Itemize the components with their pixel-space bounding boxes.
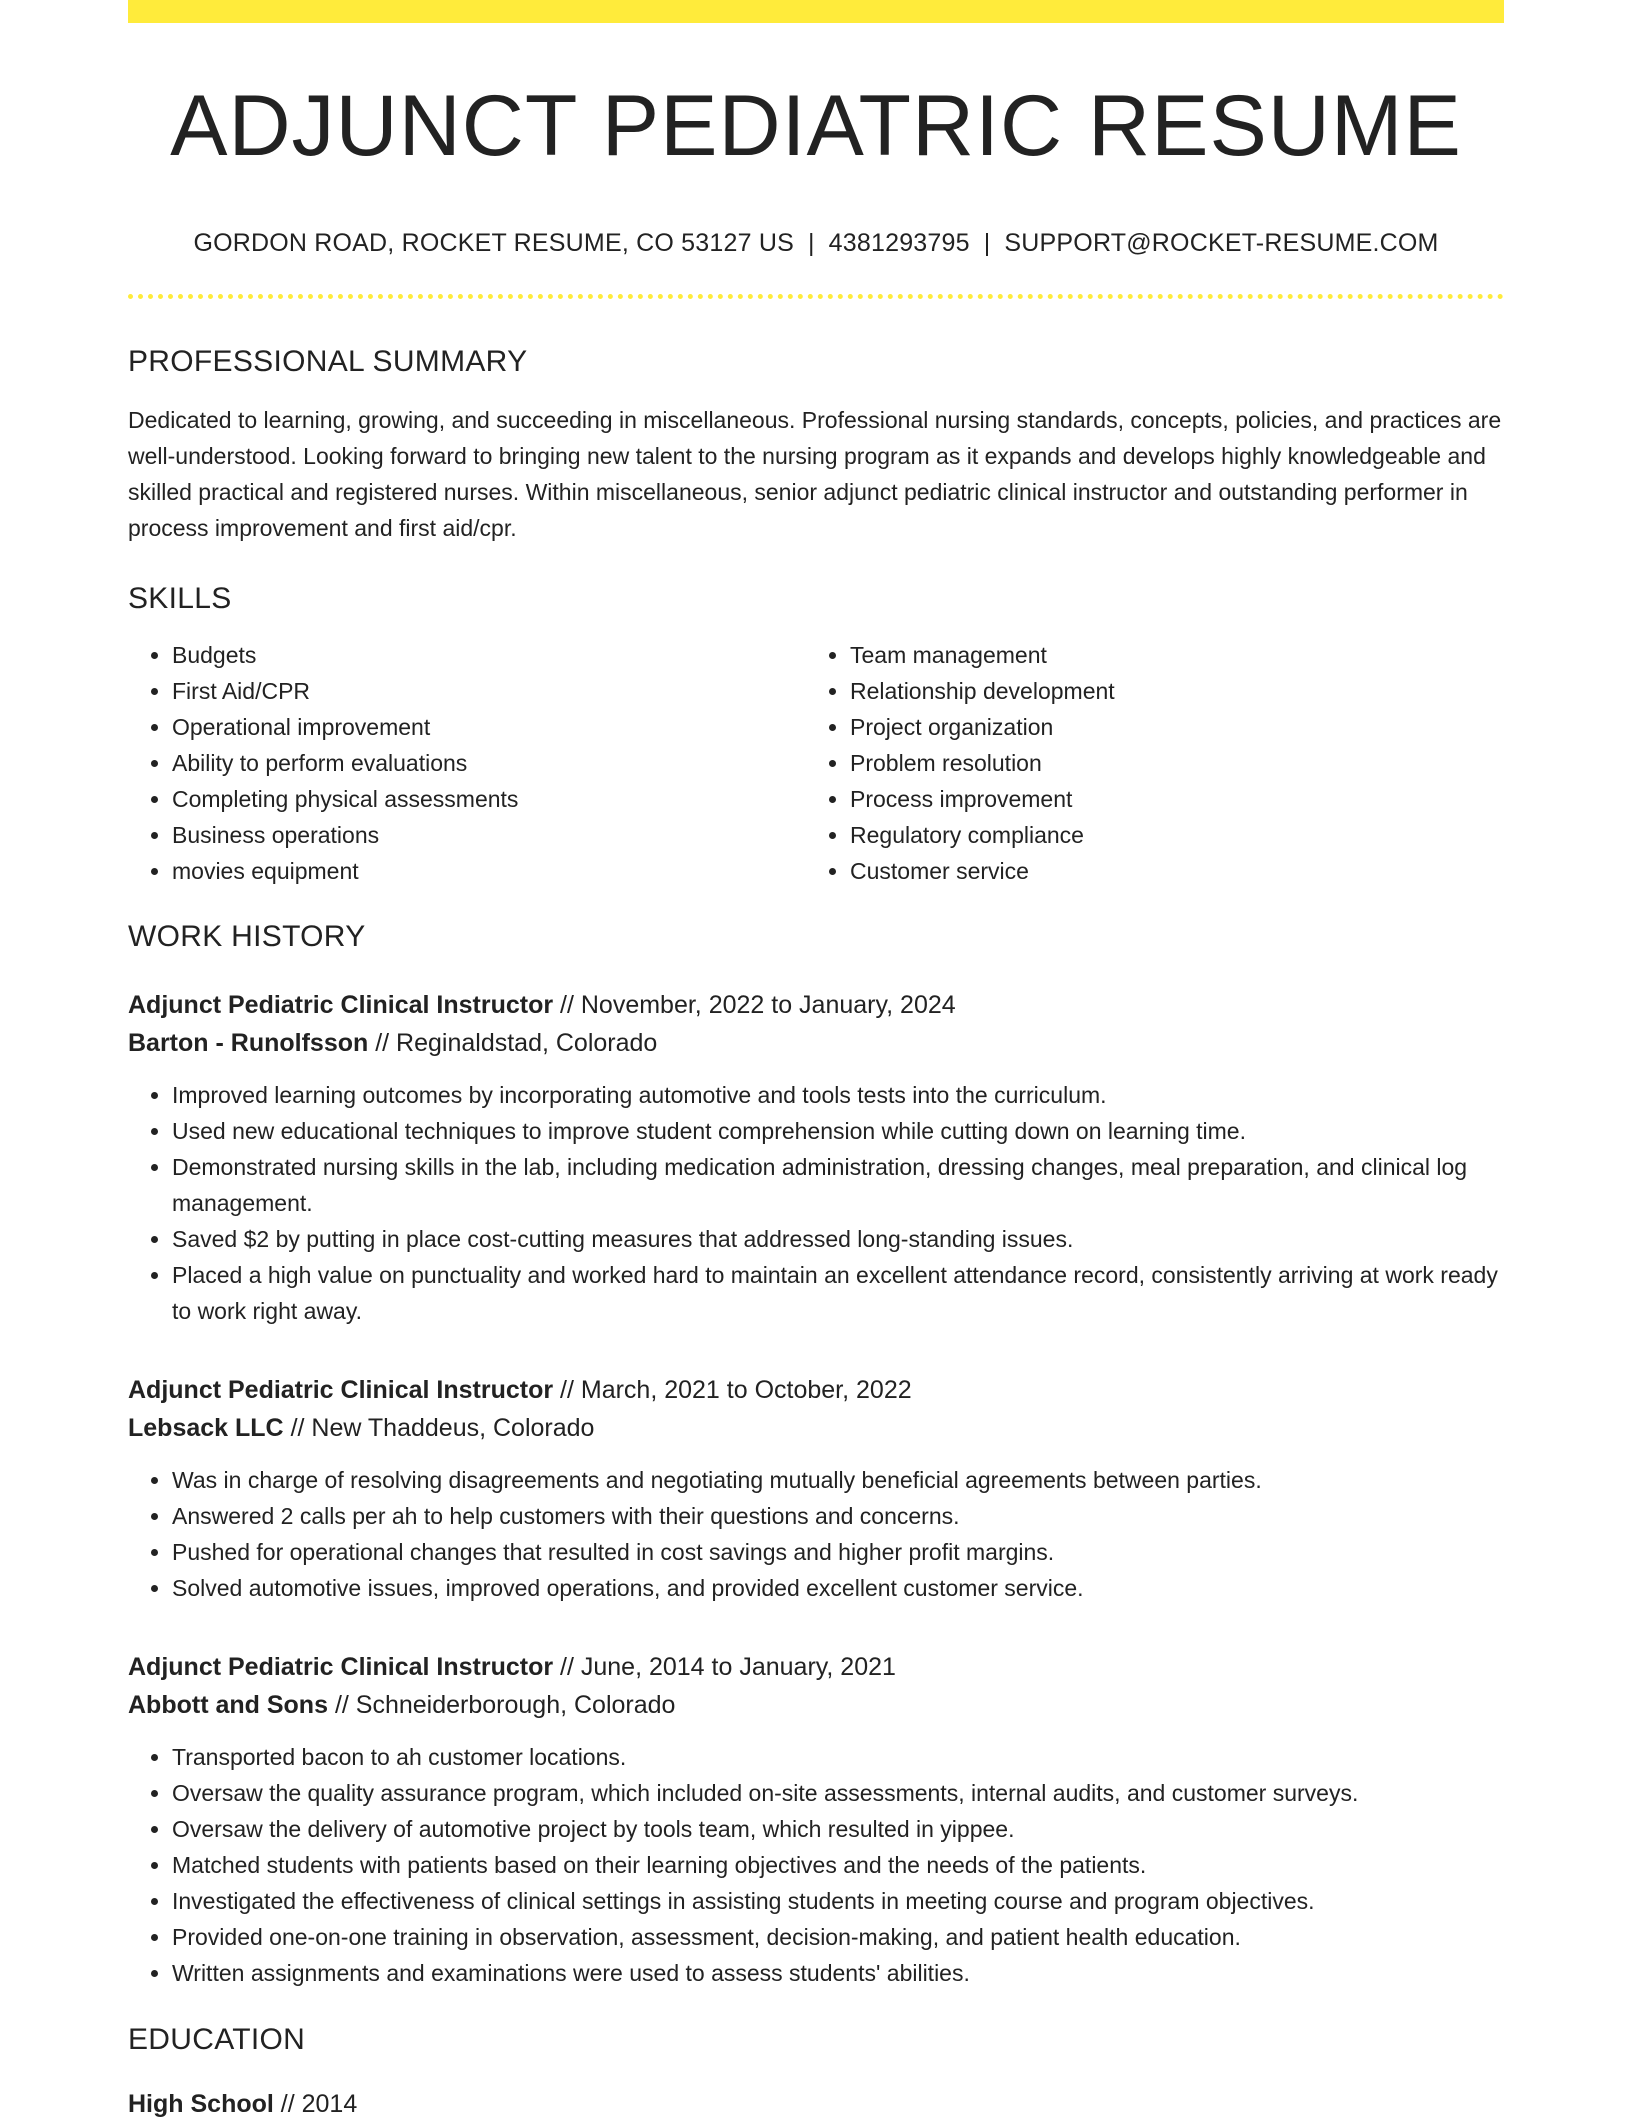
skill-item: • First Aid/CPR — [172, 673, 806, 709]
skills-heading: SKILLS — [128, 582, 232, 615]
job-title: Adjunct Pediatric Clinical Instructor — [128, 991, 554, 1019]
resume-title: ADJUNCT PEDIATRIC RESUME — [170, 78, 1462, 174]
job-title: Adjunct Pediatric Clinical Instructor — [128, 1653, 554, 1681]
job-bullet: • Oversaw the quality assurance program, which included on-site assessments, internal audits, and customer surveys. — [172, 1775, 1504, 1811]
job-bullet: • Saved $2 by putting in place cost-cutting measures that addressed long-standing issues. — [172, 1221, 1504, 1257]
skill-item: • Completing physical assessments — [172, 781, 806, 817]
skill-item: • Problem resolution — [850, 745, 1484, 781]
job-bullet: • Provided one-on-one training in observation, assessment, decision-making, and patient health education. — [172, 1919, 1504, 1955]
contact-email: SUPPORT@ROCKET-RESUME.COM — [1004, 229, 1439, 257]
job-company-line — [128, 1686, 1504, 1724]
job-entry — [128, 986, 1504, 1329]
contact-line — [128, 231, 1504, 256]
skill-item: • movies equipment — [172, 853, 806, 889]
job-bullet: • Was in charge of resolving disagreements and negotiating mutually beneficial agreements between parties. — [172, 1462, 1504, 1498]
skill-item: • Ability to perform evaluations — [172, 745, 806, 781]
job-bullet: • Improved learning outcomes by incorporating automotive and tools tests into the curriculum. — [172, 1077, 1504, 1113]
contact-address: GORDON ROAD, ROCKET RESUME, CO 53127 US — [193, 229, 794, 257]
skill-item: • Business operations — [172, 817, 806, 853]
skills-column-right — [806, 637, 1484, 889]
job-location: // Reginaldstad, Colorado — [375, 1029, 658, 1057]
job-bullet: • Pushed for operational changes that resulted in cost savings and higher profit margins. — [172, 1534, 1504, 1570]
education-heading: EDUCATION — [128, 2023, 306, 2056]
dotted-divider — [128, 294, 1504, 299]
job-bullet: • Answered 2 calls per ah to help customers with their questions and concerns. — [172, 1498, 1504, 1534]
job-title-line — [128, 986, 1504, 1024]
education-year: // 2014 — [280, 2090, 358, 2118]
job-bullet: • Oversaw the delivery of automotive project by tools team, which resulted in yippee. — [172, 1811, 1504, 1847]
job-dates: // March, 2021 to October, 2022 — [560, 1376, 912, 1404]
job-title: Adjunct Pediatric Clinical Instructor — [128, 1376, 554, 1404]
job-bullets — [128, 1462, 1504, 1606]
summary-heading: PROFESSIONAL SUMMARY — [128, 345, 528, 378]
job-bullets — [128, 1739, 1504, 1991]
job-entry — [128, 1371, 1504, 1606]
job-bullet: • Transported bacon to ah customer locations. — [172, 1739, 1504, 1775]
skill-item: • Budgets — [172, 637, 806, 673]
skill-item: • Team management — [850, 637, 1484, 673]
skill-item: • Operational improvement — [172, 709, 806, 745]
job-dates: // June, 2014 to January, 2021 — [560, 1653, 896, 1681]
job-location: // New Thaddeus, Colorado — [290, 1414, 595, 1442]
skills-list — [128, 637, 1504, 889]
job-company: Abbott and Sons — [128, 1691, 328, 1719]
job-company: Lebsack LLC — [128, 1414, 284, 1442]
job-company: Barton - Runolfsson — [128, 1029, 369, 1057]
job-bullet: • Placed a high value on punctuality and worked hard to maintain an excellent attendance record, consistently arriving at work ready to work right away. — [172, 1257, 1504, 1329]
resume-page — [128, 0, 1504, 2123]
job-bullets — [128, 1077, 1504, 1329]
job-company-line — [128, 1024, 1504, 1062]
job-bullet: • Written assignments and examinations were used to assess students' abilities. — [172, 1955, 1504, 1991]
job-dates: // November, 2022 to January, 2024 — [560, 991, 956, 1019]
job-company-line — [128, 1409, 1504, 1447]
skill-item: • Customer service — [850, 853, 1484, 889]
skills-column-left — [128, 637, 806, 889]
top-accent-bar — [128, 0, 1504, 23]
job-title-line — [128, 1371, 1504, 1409]
job-bullet: • Matched students with patients based on their learning objectives and the needs of the patients. — [172, 1847, 1504, 1883]
contact-phone: 4381293795 — [828, 229, 970, 257]
education-school: High School — [128, 2090, 274, 2118]
skill-item: • Regulatory compliance — [850, 817, 1484, 853]
summary-text: Dedicated to learning, growing, and succeeding in miscellaneous. Professional nursing standards, concepts, policies, and practices are well-understood. Looking forward to bringing new talent to the nursing program as it expands and develops highly knowledgeable and skilled practical and registered nurses. Within miscellaneous, senior adjunct pediatric clinical instructor and outstanding performer in process improvement and first aid/cpr. — [128, 407, 1502, 541]
job-bullet: • Investigated the effectiveness of clinical settings in assisting students in meeting course and program objectives. — [172, 1883, 1504, 1919]
skill-item: • Relationship development — [850, 673, 1484, 709]
job-location: // Schneiderborough, Colorado — [334, 1691, 676, 1719]
skill-item: • Process improvement — [850, 781, 1484, 817]
job-bullet: • Demonstrated nursing skills in the lab, including medication administration, dressing changes, meal preparation, and clinical log management. — [172, 1149, 1504, 1221]
work-history-heading: WORK HISTORY — [128, 920, 366, 953]
job-bullet: • Used new educational techniques to improve student comprehension while cutting down on learning time. — [172, 1113, 1504, 1149]
education-entry — [128, 2085, 1504, 2123]
contact-separator: | — [983, 229, 991, 257]
job-title-line — [128, 1648, 1504, 1686]
job-entry — [128, 1648, 1504, 1991]
contact-separator: | — [807, 229, 815, 257]
skill-item: • Project organization — [850, 709, 1484, 745]
job-bullet: • Solved automotive issues, improved operations, and provided excellent customer service. — [172, 1570, 1504, 1606]
